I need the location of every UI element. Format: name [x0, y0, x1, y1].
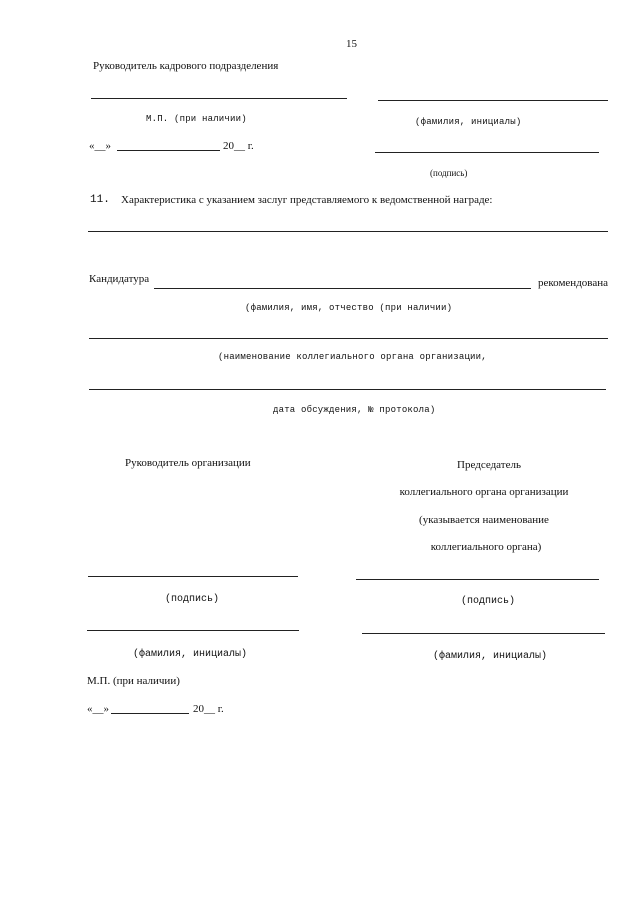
item11-number: 11.	[90, 194, 110, 206]
candidacy-date-line	[89, 389, 606, 390]
chair-name-line	[362, 633, 605, 634]
org-head-name-caption: (фамилия, инициалы)	[133, 649, 248, 660]
hr-date-year: 20__ г.	[223, 140, 254, 152]
footer-date-day: «__»	[87, 703, 109, 715]
footer-stamp-note: М.П. (при наличии)	[87, 675, 180, 687]
candidacy-name-caption: (фамилия, имя, отчество (при наличии)	[245, 303, 453, 313]
chair-title-1: Председатель	[457, 459, 521, 471]
candidacy-label: Кандидатура	[89, 273, 150, 285]
hr-name-caption: (фамилия, инициалы)	[415, 117, 522, 127]
chair-title-2: коллегиального органа организации	[399, 486, 569, 498]
hr-name-line	[378, 100, 608, 101]
candidacy-name-line	[154, 288, 531, 289]
org-head-signature-caption: (подпись)	[165, 594, 220, 605]
chair-name-caption: (фамилия, инициалы)	[433, 651, 548, 662]
page-number: 15	[346, 38, 357, 50]
item11-line	[88, 231, 608, 232]
hr-date-close: »	[105, 140, 111, 152]
hr-date-month-line	[117, 150, 220, 151]
hr-signature-line	[375, 152, 599, 153]
hr-head-title: Руководитель кадрового подразделения	[93, 60, 279, 72]
hr-stamp-line	[91, 98, 347, 99]
hr-date	[89, 140, 111, 152]
chair-title-3: (указывается наименование	[419, 514, 549, 526]
candidacy-body-caption: (наименование коллегиального органа организации,	[218, 352, 487, 362]
hr-stamp-caption: М.П. (при наличии)	[146, 114, 247, 124]
org-head-title: Руководитель организации	[125, 457, 251, 469]
chair-title-4: коллегиального органа)	[430, 541, 542, 553]
chair-signature-line	[356, 579, 599, 580]
chair-signature-caption: (подпись)	[461, 596, 516, 607]
candidacy-body-line	[89, 338, 608, 339]
org-head-name-line	[87, 630, 299, 631]
item11-text: Характеристика с указанием заслуг представляемого к ведомственной награде:	[121, 194, 493, 206]
candidacy-recommended: рекомендована	[538, 277, 608, 289]
candidacy-date-caption: дата обсуждения, № протокола)	[273, 405, 436, 415]
footer-date-year: 20__ г.	[193, 703, 224, 715]
org-head-signature-line	[88, 576, 298, 577]
hr-date-day: __	[94, 140, 106, 152]
hr-date-open: «	[89, 140, 95, 152]
hr-signature-caption: (подпись)	[430, 168, 468, 178]
footer-date-month-line	[111, 713, 189, 714]
